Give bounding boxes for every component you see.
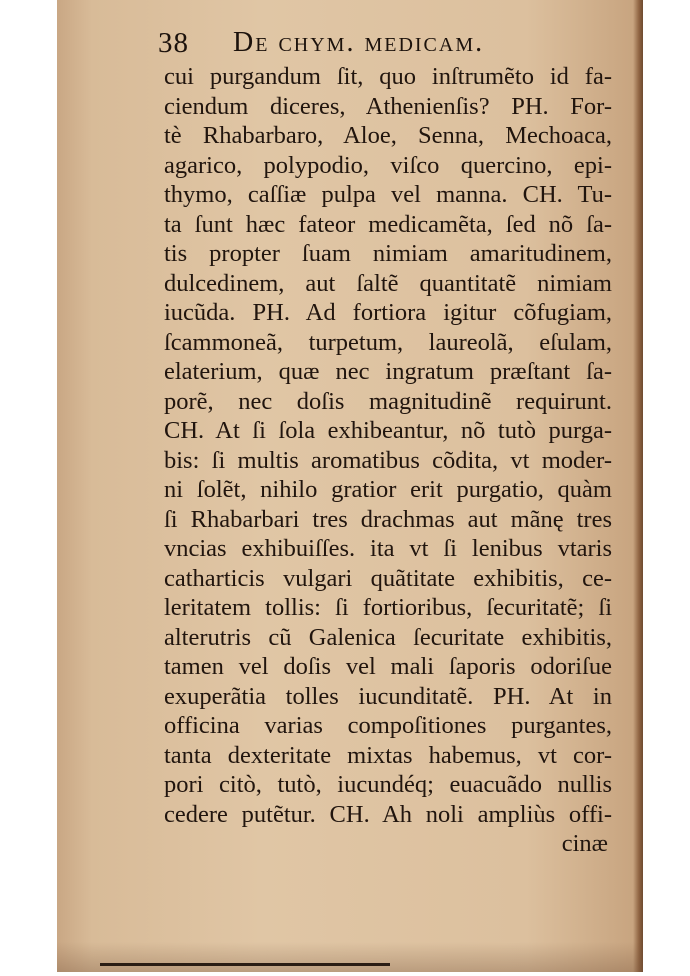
text-line: alterutris cũ Galenica ſecuritate exhibitis, [164, 623, 612, 651]
text-line: cedere putẽtur. CH. Ah noli ampliùs offi- [164, 800, 612, 828]
text-line: ſi Rhabarbari tres drachmas aut mãnę tres [164, 505, 612, 533]
text-line: ta ſunt hæc fateor medicamẽta, ſed nõ ſa- [164, 210, 612, 238]
text-line: porẽ, nec doſis magnitudinẽ requirunt. [164, 387, 612, 415]
catchword: cinæ [561, 830, 608, 857]
text-line: bis: ſi multis aromatibus cõdita, vt moder- [164, 446, 612, 474]
text-line: cui purgandum ſit, quo inſtrumẽto id fa- [164, 63, 612, 90]
text-line: officina varias compoſitiones purgantes, [164, 712, 612, 739]
text-line: agarico, polypodio, viſco quercino, epi- [164, 151, 612, 179]
text-line: elaterium, quæ nec ingratum præſtant ſa- [164, 358, 612, 385]
text-line: tè Rhabarbaro, Aloe, Senna, Mechoaca, [164, 122, 612, 149]
text-block [164, 62, 612, 859]
text-line: pori citò, tutò, iucundéq; euacuãdo nullis [164, 771, 612, 798]
text-line: CH. At ſi ſola exhibeantur, nõ tutò purga- [164, 417, 612, 444]
text-line: tanta dexteritate mixtas habemus, vt cor- [164, 741, 612, 769]
text-line: tis propter ſuam nimiam amaritudinem, [164, 240, 612, 267]
page-bottom-shadow [57, 942, 643, 972]
text-line: exuperãtia tolles iucunditatẽ. PH. At in [164, 682, 612, 710]
text-line: ſcammoneã, turpetum, laureolã, eſulam, [164, 328, 612, 356]
running-head: De chym. medicam. [233, 27, 485, 58]
text-line: thymo, caſſiæ pulpa vel manna. CH. Tu- [164, 181, 612, 208]
text-line: catharticis vulgari quãtitate exhibitis, ce- [164, 564, 612, 592]
text-line: iucũda. PH. Ad fortiora igitur cõfugiam, [164, 299, 612, 326]
bottom-rule [100, 963, 390, 966]
text-line: ciendum diceres, Athenienſis? PH. For- [164, 92, 612, 120]
text-line: vncias exhibuiſſes. ita vt ſi lenibus vtaris [164, 535, 612, 562]
page-edge-shadow [633, 0, 643, 972]
page-number: 38 [158, 27, 189, 59]
text-line: ni ſolẽt, nihilo gratior erit purgatio, quàm [164, 476, 612, 503]
text-line: tamen vel doſis vel mali ſaporis odoriſue [164, 653, 612, 680]
text-line: dulcedinem, aut ſaltẽ quantitatẽ nimiam [164, 269, 612, 297]
text-line: leritatem tollis: ſi fortioribus, ſecuritatẽ; ſi [164, 594, 612, 621]
